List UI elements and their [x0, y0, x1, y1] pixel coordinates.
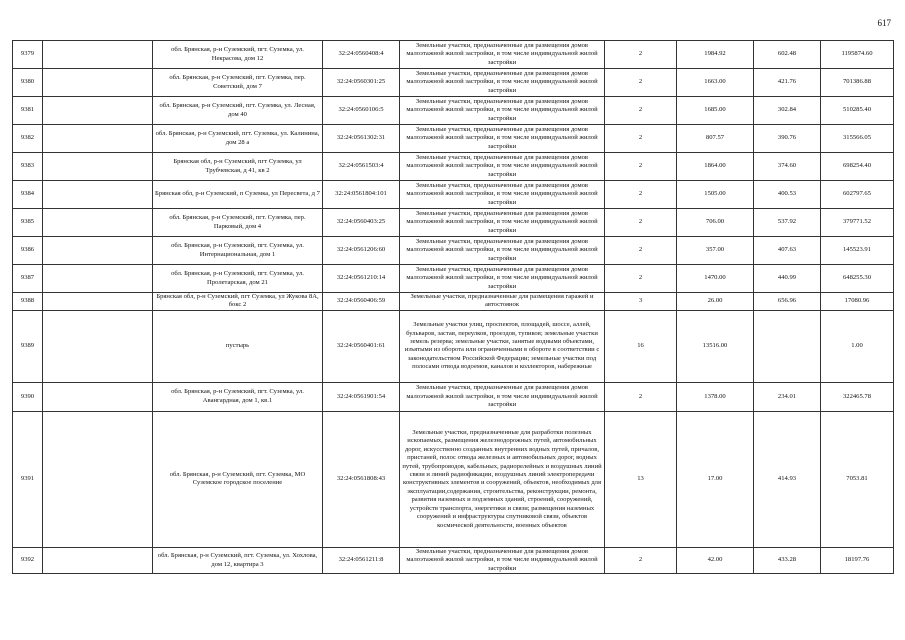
row-cadastral-number: 32:24:0561211:8 — [323, 547, 400, 573]
row-specific-value: 433.28 — [754, 547, 821, 573]
row-cadastral-value: 7053.81 — [821, 411, 894, 547]
table-row — [13, 97, 894, 125]
row-use-group: 2 — [605, 209, 677, 237]
row-number: 9383 — [13, 153, 43, 181]
blank-column — [43, 41, 153, 69]
row-cadastral-number: 32:24:0560401:61 — [323, 310, 400, 382]
row-number: 9382 — [13, 125, 43, 153]
row-area: 1378.00 — [677, 382, 754, 411]
row-use-group: 2 — [605, 41, 677, 69]
row-address: обл. Брянская, р-н Суземский, пгт. Суземка, ул. Авангардная, дом 1, кв.1 — [153, 382, 323, 411]
row-area: 13516.00 — [677, 310, 754, 382]
row-address: обл. Брянская, р-н Суземский, пгт. Суземка, ул. Пролетарская, дом 21 — [153, 265, 323, 293]
row-use-group: 2 — [605, 237, 677, 265]
row-area: 357.00 — [677, 237, 754, 265]
row-cadastral-value: 510285.40 — [821, 97, 894, 125]
row-area: 1470.00 — [677, 265, 754, 293]
row-use-group: 2 — [605, 382, 677, 411]
blank-column — [43, 547, 153, 573]
page-number: 617 — [877, 18, 891, 28]
row-number: 9392 — [13, 547, 43, 573]
table-row — [13, 153, 894, 181]
cadastral-registry-table — [12, 40, 894, 574]
row-land-use: Земельные участки, предназначенные для размещения домов малоэтажной жилой застройки, в том числе индивидуальной жилой застройки — [400, 41, 605, 69]
table-row — [13, 209, 894, 237]
row-address: Брянская обл, р-н Суземский, пгт Суземка, ул Жукова 8А, бокс 2 — [153, 293, 323, 311]
row-address: обл. Брянская, р-н Суземский, пгт. Суземка, пер. Парковый, дом 4 — [153, 209, 323, 237]
row-address: Брянская обл, р-н Суземский, пгт Суземка, ул Трубчевская, д 41, кв 2 — [153, 153, 323, 181]
row-land-use: Земельные участки, предназначенные для размещения домов малоэтажной жилой застройки, в том числе индивидуальной жилой застройки — [400, 209, 605, 237]
row-number: 9379 — [13, 41, 43, 69]
row-use-group: 3 — [605, 293, 677, 311]
row-number: 9391 — [13, 411, 43, 547]
row-specific-value: 440.99 — [754, 265, 821, 293]
row-address: обл. Брянская, р-н Суземский, пгт. Суземка, ул. Лесная, дом 40 — [153, 97, 323, 125]
row-use-group: 16 — [605, 310, 677, 382]
blank-column — [43, 411, 153, 547]
row-specific-value: 400.53 — [754, 181, 821, 209]
row-land-use: Земельные участки, предназначенные для размещения домов малоэтажной жилой застройки, в том числе индивидуальной жилой застройки — [400, 125, 605, 153]
row-land-use: Земельные участки, предназначенные для размещения домов малоэтажной жилой застройки, в том числе индивидуальной жилой застройки — [400, 69, 605, 97]
row-specific-value: 602.48 — [754, 41, 821, 69]
table-body — [13, 41, 894, 574]
table-row — [13, 547, 894, 573]
row-use-group: 2 — [605, 125, 677, 153]
blank-column — [43, 265, 153, 293]
row-address: обл. Брянская, р-н Суземский, пгт. Суземка, ул. Калинина, дом 28 а — [153, 125, 323, 153]
row-specific-value: 407.63 — [754, 237, 821, 265]
row-cadastral-number: 32:24:0561210:14 — [323, 265, 400, 293]
row-specific-value: 537.92 — [754, 209, 821, 237]
row-number: 9381 — [13, 97, 43, 125]
row-address: обл. Брянская, р-н Суземский, пгт. Суземка, ул. Хохлова, дом 12, квартира 3 — [153, 547, 323, 573]
table-row — [13, 310, 894, 382]
row-cadastral-value: 698254.40 — [821, 153, 894, 181]
row-land-use: Земельные участки, предназначенные для размещения домов малоэтажной жилой застройки, в том числе индивидуальной жилой застройки — [400, 382, 605, 411]
row-number: 9388 — [13, 293, 43, 311]
row-land-use: Земельные участки, предназначенные для размещения домов малоэтажной жилой застройки, в том числе индивидуальной жилой застройки — [400, 265, 605, 293]
table-row — [13, 293, 894, 311]
table-row — [13, 41, 894, 69]
row-specific-value: 390.76 — [754, 125, 821, 153]
blank-column — [43, 382, 153, 411]
row-specific-value: 414.93 — [754, 411, 821, 547]
row-area: 26.00 — [677, 293, 754, 311]
blank-column — [43, 237, 153, 265]
row-cadastral-number: 32:24:0561808:43 — [323, 411, 400, 547]
row-use-group: 2 — [605, 97, 677, 125]
row-area: 1663.00 — [677, 69, 754, 97]
row-cadastral-value: 322465.78 — [821, 382, 894, 411]
row-address: обл. Брянская, р-н Суземский, пгт. Суземка, ул. Интернациональная, дом 1 — [153, 237, 323, 265]
row-number: 9384 — [13, 181, 43, 209]
row-cadastral-value: 145523.91 — [821, 237, 894, 265]
row-address: Брянская обл, р-н Суземский, п Суземка, ул Пересвета, д 7 — [153, 181, 323, 209]
row-cadastral-value: 17080.96 — [821, 293, 894, 311]
row-cadastral-value: 602797.65 — [821, 181, 894, 209]
row-number: 9387 — [13, 265, 43, 293]
row-specific-value: 374.60 — [754, 153, 821, 181]
row-cadastral-value: 379771.52 — [821, 209, 894, 237]
row-address: обл. Брянская, р-н Суземский, пгт. Суземка, МО Суземское городское поселение — [153, 411, 323, 547]
blank-column — [43, 153, 153, 181]
row-cadastral-number: 32:24:0561901:54 — [323, 382, 400, 411]
row-use-group: 2 — [605, 69, 677, 97]
row-area: 807.57 — [677, 125, 754, 153]
blank-column — [43, 310, 153, 382]
row-land-use: Земельные участки, предназначенные для размещения домов малоэтажной жилой застройки, в том числе индивидуальной жилой застройки — [400, 181, 605, 209]
row-cadastral-number: 32:24:0561804:101 — [323, 181, 400, 209]
row-area: 1685.00 — [677, 97, 754, 125]
row-specific-value: 656.96 — [754, 293, 821, 311]
blank-column — [43, 209, 153, 237]
table-row — [13, 125, 894, 153]
table-row — [13, 265, 894, 293]
row-area: 1505.00 — [677, 181, 754, 209]
row-area: 17.00 — [677, 411, 754, 547]
table-row — [13, 382, 894, 411]
row-cadastral-number: 32:24:0560403:25 — [323, 209, 400, 237]
row-cadastral-value: 648255.30 — [821, 265, 894, 293]
table-row — [13, 181, 894, 209]
row-specific-value: 234.01 — [754, 382, 821, 411]
row-number: 9389 — [13, 310, 43, 382]
blank-column — [43, 97, 153, 125]
row-cadastral-number: 32:24:0560301:25 — [323, 69, 400, 97]
blank-column — [43, 181, 153, 209]
row-use-group: 2 — [605, 181, 677, 209]
row-cadastral-number: 32:24:0561503:4 — [323, 153, 400, 181]
row-cadastral-number: 32:24:0560406:59 — [323, 293, 400, 311]
row-specific-value: 302.84 — [754, 97, 821, 125]
row-land-use: Земельные участки, предназначенные для разработки полезных ископаемых, размещения железнодорожных путей, автомобильных дорог, искусственно созданных внутренних водных путей, причалов, пристаней, полос отвода железных и автомобильных дорог, водных путей, трубопроводов, кабельных, радиорелейных и воздушных линий связи и линий радиофикации, воздушных линий электропередачи конструктивных элементов и сооружений, объектов, необходимых для эксплуатации,содержания, строительства, реконструкции, ремонта, развития наземных и подземных зданий, строений, сооружений, устройств транспорта, энергетики и связи; размещения наземных сооружений и инфраструктуры спутниковой связи, объектов космической деятельности, военных объектов — [400, 411, 605, 547]
row-address: пустырь — [153, 310, 323, 382]
row-address: обл. Брянская, р-н Суземский, пгт. Суземка, ул. Некрасова, дом 12 — [153, 41, 323, 69]
row-use-group: 2 — [605, 547, 677, 573]
row-specific-value: 421.76 — [754, 69, 821, 97]
row-cadastral-number: 32:24:0561206:60 — [323, 237, 400, 265]
row-cadastral-value: 1195874.60 — [821, 41, 894, 69]
row-number: 9380 — [13, 69, 43, 97]
row-use-group: 2 — [605, 153, 677, 181]
table-row — [13, 69, 894, 97]
table-row — [13, 411, 894, 547]
row-cadastral-value: 315566.05 — [821, 125, 894, 153]
row-land-use: Земельные участки, предназначенные для размещения домов малоэтажной жилой застройки, в том числе индивидуальной жилой застройки — [400, 237, 605, 265]
row-cadastral-value: 18197.76 — [821, 547, 894, 573]
table-row — [13, 237, 894, 265]
row-land-use: Земельные участки, предназначенные для размещения гаражей и автостоянок — [400, 293, 605, 311]
row-cadastral-value: 701386.88 — [821, 69, 894, 97]
row-number: 9390 — [13, 382, 43, 411]
row-address: обл. Брянская, р-н Суземский, пгт. Суземка, пер. Советский, дом 7 — [153, 69, 323, 97]
row-cadastral-number: 32:24:0561302:31 — [323, 125, 400, 153]
blank-column — [43, 125, 153, 153]
row-number: 9385 — [13, 209, 43, 237]
row-area: 1864.00 — [677, 153, 754, 181]
blank-column — [43, 69, 153, 97]
row-land-use: Земельные участки, предназначенные для размещения домов малоэтажной жилой застройки, в том числе индивидуальной жилой застройки — [400, 547, 605, 573]
row-use-group: 13 — [605, 411, 677, 547]
row-land-use: Земельные участки, предназначенные для размещения домов малоэтажной жилой застройки, в том числе индивидуальной жилой застройки — [400, 153, 605, 181]
row-specific-value — [754, 310, 821, 382]
row-cadastral-number: 32:24:0560106:5 — [323, 97, 400, 125]
row-cadastral-value: 1.00 — [821, 310, 894, 382]
row-area: 706.00 — [677, 209, 754, 237]
row-cadastral-number: 32:24:0560408:4 — [323, 41, 400, 69]
row-area: 1984.92 — [677, 41, 754, 69]
row-area: 42.00 — [677, 547, 754, 573]
row-land-use: Земельные участки улиц, проспектов, площадей, шоссе, аллей, бульваров, застав, переулков, проездов, тупиков; земельные участки земель резерва; земельные участки, занятые водными объектами, изъятыми из оборота или ограниченными в обороте в соответствии с законодательством Российской Федерации; земельные участки под полосами отвода водоемов, каналов и коллекторов, набережные — [400, 310, 605, 382]
row-use-group: 2 — [605, 265, 677, 293]
row-land-use: Земельные участки, предназначенные для размещения домов малоэтажной жилой застройки, в том числе индивидуальной жилой застройки — [400, 97, 605, 125]
blank-column — [43, 293, 153, 311]
row-number: 9386 — [13, 237, 43, 265]
